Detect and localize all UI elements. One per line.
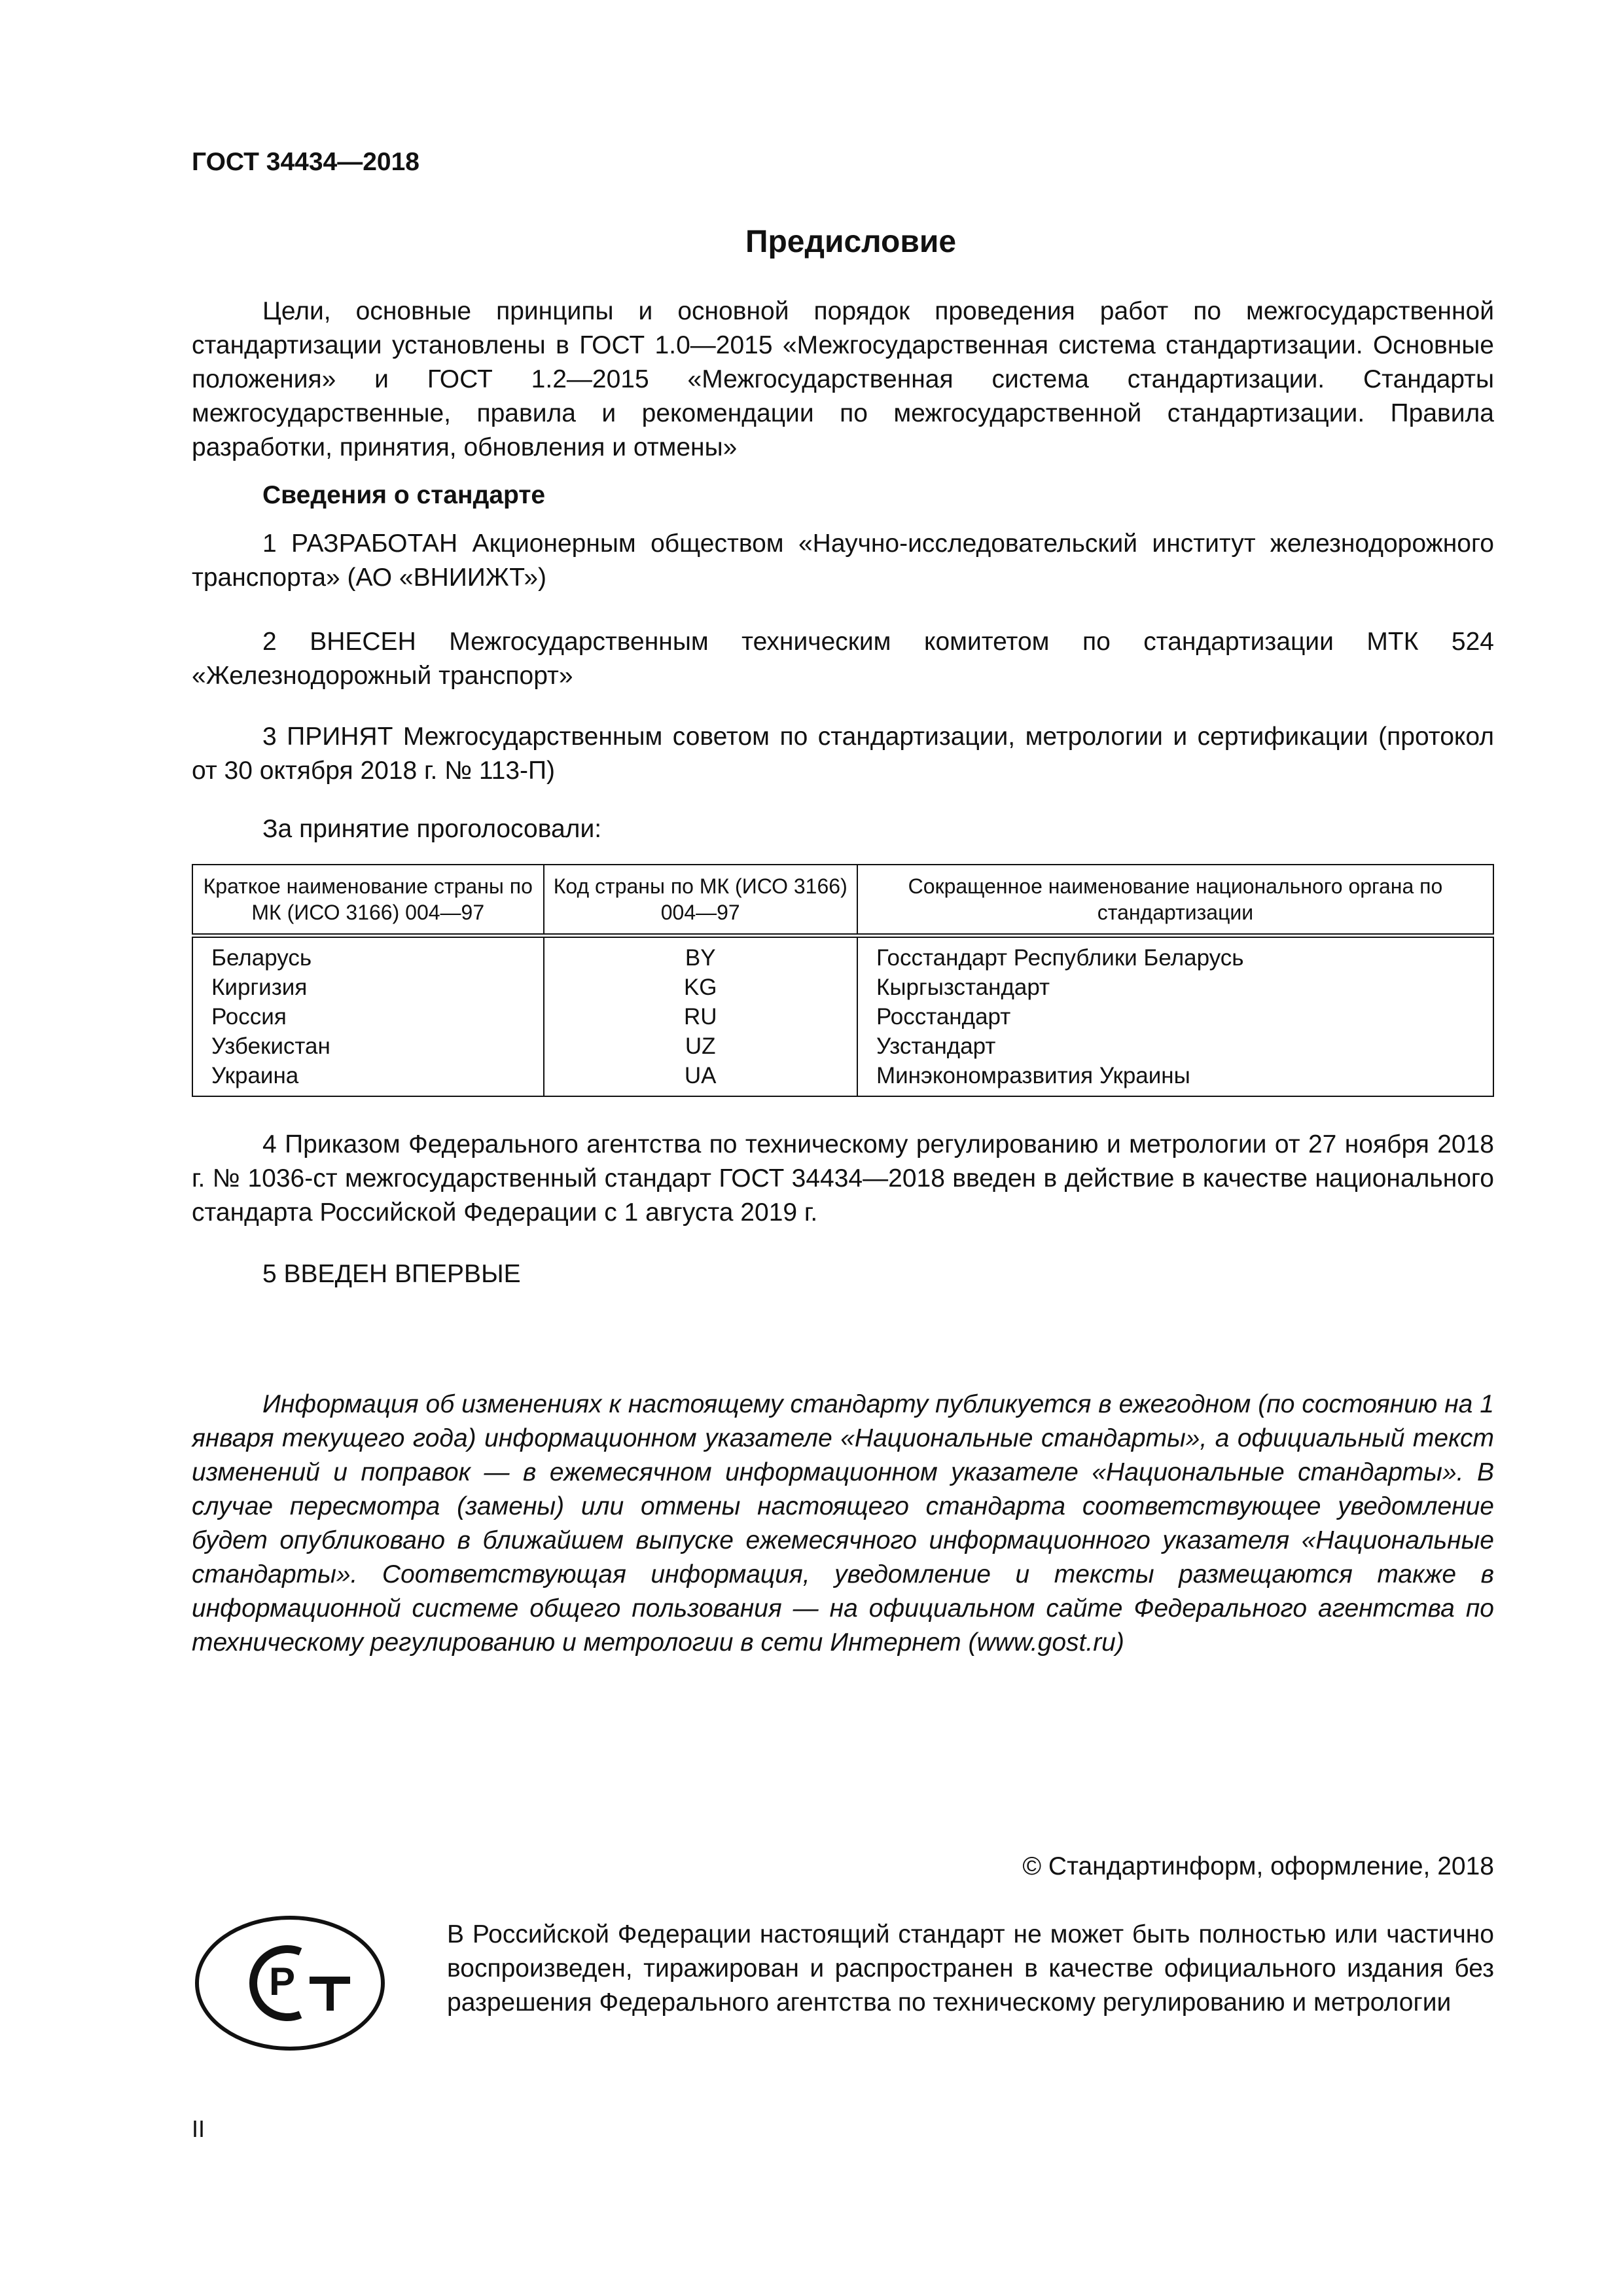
table-header-row <box>192 865 1493 936</box>
table-row <box>192 936 1493 973</box>
reproduction-notice: В Российской Федерации настоящий стандарт не может быть полностью или частично воспроизведен, тиражирован и распространен в качестве официального издания без разрешения Федерального агентства по техническому регулированию и метрологии <box>447 1920 1494 2017</box>
country-code: UZ <box>544 1031 857 1061</box>
document-designation: ГОСТ 34434—2018 <box>192 148 419 176</box>
country-code: UA <box>544 1061 857 1096</box>
country-code: KG <box>544 973 857 1002</box>
column-header-country: Краткое наименование страны по МК (ИСО 3166) 004—97 <box>192 865 544 936</box>
voting-countries-table <box>192 864 1494 1097</box>
country-name: Беларусь <box>192 936 544 973</box>
national-body: Кыргызстандарт <box>857 973 1493 1002</box>
national-body: Росстандарт <box>857 1002 1493 1031</box>
item-introduced <box>192 625 1494 693</box>
item-developed <box>192 527 1494 595</box>
country-code: RU <box>544 1002 857 1031</box>
table-row <box>192 1002 1493 1031</box>
column-header-authority: Сокращенное наименование национального органа по стандартизации <box>857 865 1493 936</box>
table-row <box>192 1061 1493 1096</box>
copyright-line: © Стандартинформ, оформление, 2018 <box>1022 1852 1494 1880</box>
intro-text: Цели, основные принципы и основной порядок проведения работ по межгосударственной стандартизации установлены в ГОСТ 1.0—2015 «Межгосударственная система стандартизации. Основные положения» и ГОСТ 1.2—2015 «Межгосударственная система стандартизации. Стандарты межгосударственные, правила и рекомендации по межгосударственной стандартизации. Правила разработки, принятия, обновления и отмены» <box>192 297 1494 461</box>
table-row <box>192 1031 1493 1061</box>
item-order <box>192 1128 1494 1230</box>
item-adopted-text: 3 ПРИНЯТ Межгосударственным советом по стандартизации, метрологии и сертификации (протокол от 30 октября 2018 г. № 113-П) <box>192 723 1494 785</box>
voted-label: За принятие проголосовали: <box>262 815 602 843</box>
intro-paragraph <box>192 295 1494 465</box>
standard-info-heading: Сведения о стандарте <box>262 481 546 509</box>
page-title: Предисловие <box>745 224 957 259</box>
page-number: II <box>192 2115 205 2142</box>
item-adopted <box>192 720 1494 788</box>
national-body: Минэкономразвития Украины <box>857 1061 1493 1096</box>
table-row <box>192 973 1493 1002</box>
item-order-text: 4 Приказом Федерального агентства по техническому регулированию и метрологии от 27 ноября 2018 г. № 1036-ст межгосударственный стандарт ГОСТ 34434—2018 введен в действие в качестве национального стандарта Российской Федерации с 1 августа 2019 г. <box>192 1130 1494 1227</box>
svg-text:P: P <box>268 1960 296 2003</box>
changes-info-text: Информация об изменениях к настоящему стандарту публикуется в ежегодном (по состоянию на 1 января текущего года) информационном указателе «Национальные стандарты», а официальный текст изменений и поправок — в ежемесячном информационном указателе «Национальные стандарты». В случае пересмотра (замены) или отмены настоящего стандарта соответствующее уведомление будет опубликовано в ближайшем выпуске ежемесячного информационного указателя «Национальные стандарты». Соответствующая информация, уведомление и тексты размещаются также в информационной системе общего пользования — на официальном сайте Федерального агентства по техническому регулированию и метрологии в сети Интернет (www.gost.ru) <box>192 1390 1494 1657</box>
item-introduced-text: 2 ВНЕСЕН Межгосударственным техническим комитетом по стандартизации МТК 524 «Железнодорожный транспорт» <box>192 628 1494 690</box>
national-body: Узстандарт <box>857 1031 1493 1061</box>
item-developed-text: 1 РАЗРАБОТАН Акционерным обществом «Научно-исследовательский институт железнодорожного транспорта» (АО «ВНИИЖТ») <box>192 529 1494 592</box>
country-name: Россия <box>192 1002 544 1031</box>
column-header-code: Код страны по МК (ИСО 3166) 004—97 <box>544 865 857 936</box>
national-body: Госстандарт Республики Беларусь <box>857 936 1493 973</box>
country-name: Украина <box>192 1061 544 1096</box>
country-name: Киргизия <box>192 973 544 1002</box>
country-code: BY <box>544 936 857 973</box>
changes-info-paragraph <box>192 1388 1494 1660</box>
country-name: Узбекистан <box>192 1031 544 1061</box>
item-first-introduced: 5 ВВЕДЕН ВПЕРВЫЕ <box>262 1260 521 1288</box>
rst-conformity-mark-icon <box>192 1911 388 2055</box>
